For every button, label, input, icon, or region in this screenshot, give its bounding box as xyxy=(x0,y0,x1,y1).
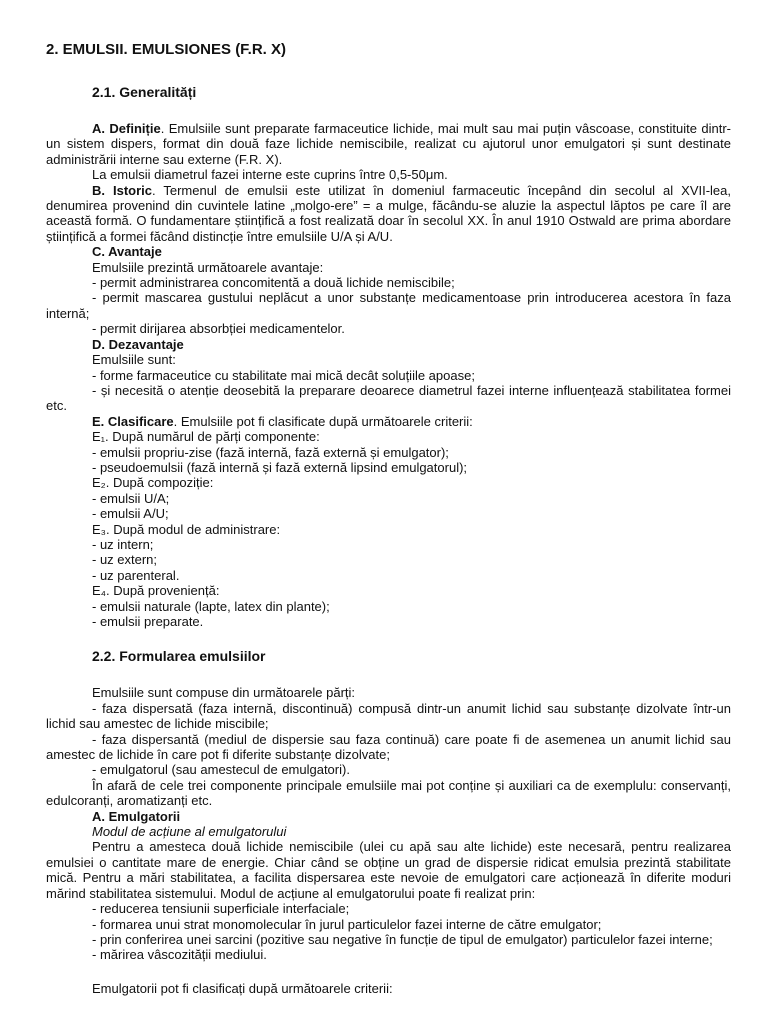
paragraph-clasificare-emulgatori: Emulgatorii pot fi clasificați după următoarele criterii: xyxy=(92,980,393,996)
section-heading-generalitati: 2.1. Generalități xyxy=(92,84,197,100)
paragraph-definitie xyxy=(46,121,731,167)
criterion-title: E₁. După numărul de părți componente: xyxy=(92,429,320,445)
section-heading-formulare: 2.2. Formularea emulsiilor xyxy=(92,648,266,665)
text-definitie: . Emulsiile sunt preparate farmaceutice lichide, mai mult sau mai puțin vâscoase, constituite dintr-un sistem dispers, format din două faze lichide nemiscibile, realizat cu ajutorul unor emulgatori și sunt destinate administrării interne sau externe (F.R. X). xyxy=(46,121,731,167)
label-emulgatorii: A. Emulgatorii xyxy=(92,808,181,824)
list-item: - permit administrarea concomitentă a două lichide nemiscibile; xyxy=(92,275,455,291)
list-intro: Emulsiile sunt: xyxy=(92,352,176,368)
label-avantaje: C. Avantaje xyxy=(92,244,162,260)
criterion-title: E₃. După modul de administrare: xyxy=(92,521,281,537)
list-item: - emulsii U/A; xyxy=(92,490,170,506)
chapter-title: 2. EMULSII. EMULSIONES (F.R. X) xyxy=(46,41,287,58)
list-item: - emulsii naturale (lapte, latex din plante); xyxy=(92,598,330,614)
text-clasificare: . Emulsiile pot fi clasificate după următoarele criterii: xyxy=(173,413,473,429)
label-definitie: A. Definiție xyxy=(92,121,161,136)
list-item: - emulsii preparate. xyxy=(92,614,204,629)
list-item: - emulsii A/U; xyxy=(92,506,169,522)
label-clasificare: E. Clasificare xyxy=(92,413,174,429)
list-item: - și necesită o atenție deosebită la preparare deoarece diametrul fazei interne influențează stabilitatea formei etc. xyxy=(46,382,731,414)
label-istoric: B. Istoric xyxy=(92,182,152,198)
list-item: - uz extern; xyxy=(92,552,158,568)
list-item: - uz intern; xyxy=(92,536,154,552)
text-istoric: . Termenul de emulsii este utilizat în domeniul farmaceutic începând din secolul al XVII-lea, denumirea provenind din cuvintele latine „molgo-ere” = a mulge, făcându-se aluzie la aspectul lăptos pe care îl are această formă. O fundamentare științifică a fost realizată doar în secolul XX. În anul 1910 Ostwald are prima abordare științifică a formei făcând distincție între emulsiile U/A și A/U. xyxy=(46,182,731,244)
spacer xyxy=(46,963,731,981)
list-item: - permit mascarea gustului neplăcut a unor substanțe medicamentoase prin introducerea acestora în faza internă; xyxy=(46,290,731,321)
criterion-title: E₂. După compoziție: xyxy=(92,475,214,491)
list-item: - faza dispersantă (mediul de dispersie sau faza continuă) care poate fi de asemenea un anumit lichid sau amestec de lichide în care pot fi diferite substanțe dizolvate; xyxy=(46,731,731,763)
criterion-title: E₄. După proveniență: xyxy=(92,583,220,599)
paragraph-mod-actiune: Pentru a amesteca două lichide nemiscibile (ulei cu apă sau alte lichide) este necesară, pentru realizarea emulsiei o cantitate mare de energie. Chiar când se obține un grad de dispersie ridicat emulsia prezintă stabilitate mică. Pentru a mări stabilitatea, a facilita dispersarea este nevoie de emulgatori care acționează în diferite moduri mărind stabilitatea sistemului. Modul de acțiune al emulgatorului poate fi realizat prin: xyxy=(46,839,731,901)
list-item: - formarea unui strat monomolecular în jurul particulelor fazei interne de către emulgator; xyxy=(92,916,602,932)
list-intro: Emulsiile prezintă următoarele avantaje: xyxy=(92,259,324,275)
paragraph-diametru: La emulsii diametrul fazei interne este cuprins între 0,5-50μm. xyxy=(92,167,448,183)
list-item: - pseudoemulsii (fază internă și fază externă lipsind emulgatorul); xyxy=(92,459,468,475)
list-item: - permit dirijarea absorbției medicamentelor. xyxy=(92,321,345,337)
list-item: - uz parenteral. xyxy=(92,567,180,583)
list-item: - prin conferirea unei sarcini (pozitive sau negative în funcție de tipul de emulgator) particulelor fazei interne; xyxy=(92,931,713,947)
list-intro: Emulsiile sunt compuse din următoarele părți: xyxy=(92,685,356,701)
paragraph-istoric xyxy=(46,183,731,245)
label-dezavantaje: D. Dezavantaje xyxy=(92,336,184,352)
paragraph-auxiliari: În afară de cele trei componente principale emulsiile mai pot conține și auxiliari ca de exemplulu: conservanți, edulcoranți, aromatizanți etc. xyxy=(46,777,731,809)
list-item: - faza dispersată (faza internă, discontinuă) compusă dintr-un anumit lichid sau substanțe dizolvate într-un lichid sau amestec de lichide miscibile; xyxy=(46,700,731,732)
list-item: - mărirea vâscozității mediului. xyxy=(92,947,267,963)
list-item: - emulgatorul (sau amestecul de emulgatori). xyxy=(92,762,350,778)
spacer xyxy=(46,629,731,647)
subheading-mod-actiune: Modul de acțiune al emulgatorului xyxy=(92,824,287,840)
paragraph-clasificare xyxy=(46,414,731,429)
list-item: - forme farmaceutice cu stabilitate mai mică decât soluțiile apoase; xyxy=(92,367,475,383)
list-item: - reducerea tensiunii superficiale interfaciale; xyxy=(92,901,350,917)
list-item: - emulsii propriu-zise (fază internă, fază externă și emulgator); xyxy=(92,444,449,460)
